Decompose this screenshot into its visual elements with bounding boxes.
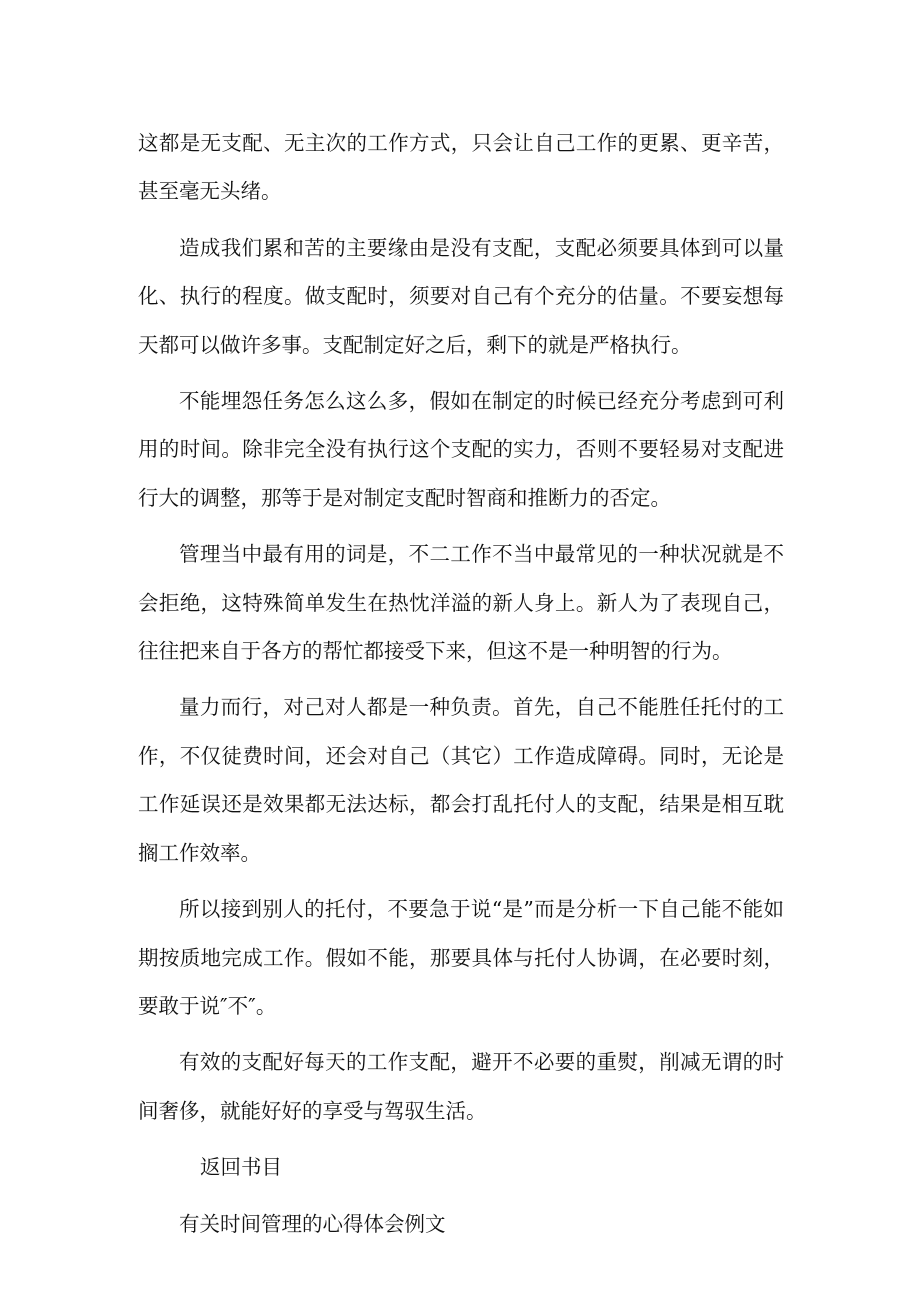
paragraph-7: 有效的支配好每天的工作支配，避开不必要的重熨，削减无谓的时间奢侈，就能好好的享受与驾驭生活。 <box>138 1050 784 1123</box>
back-to-contents-link[interactable]: 返回书目 <box>200 1155 282 1180</box>
paragraph-6: 所以接到别人的托付，不要急于说“是”而是分析一下自己能不能如期按质地完成工作。假如不能，那要具体与托付人协调，在必要时刻，要敢于说″不″。 <box>138 897 784 1018</box>
paragraph-4: 管理当中最有用的词是，不二工作不当中最常见的一种状况就是不会拒绝，这特殊简单发生在热忱洋溢的新人身上。新人为了表现自己，往往把来自于各方的帮忙都接受下来，但这不是一种明智的行为。 <box>138 542 784 664</box>
paragraph-5: 量力而行，对己对人都是一种负责。首先，自己不能胜任托付的工作，不仅徒费时间，还会对自己（其它）工作造成障碍。同时，无论是工作延误还是效果都无法达标，都会打乱托付人的支配，结果是相互耽搁工作效率。 <box>138 695 784 865</box>
next-article-title: 有关时间管理的心得体会例文 <box>179 1211 446 1236</box>
paragraph-1: 这都是无支配、无主次的工作方式，只会让自己工作的更累、更辛苦，甚至毫无头绪。 <box>138 131 784 204</box>
document-body <box>138 119 784 1256</box>
paragraph-3: 不能埋怨任务怎么这么多，假如在制定的时候已经充分考虑到可利用的时间。除非完全没有执行这个支配的实力，否则不要轻易对支配进行大的调整，那等于是对制定支配时智商和推断力的否定。 <box>138 389 784 510</box>
paragraph-2: 造成我们累和苦的主要缘由是没有支配，支配必须要具体到可以量化、执行的程度。做支配时，须要对自己有个充分的估量。不要妄想每天都可以做许多事。支配制定好之后，剩下的就是严格执行。 <box>138 235 784 357</box>
